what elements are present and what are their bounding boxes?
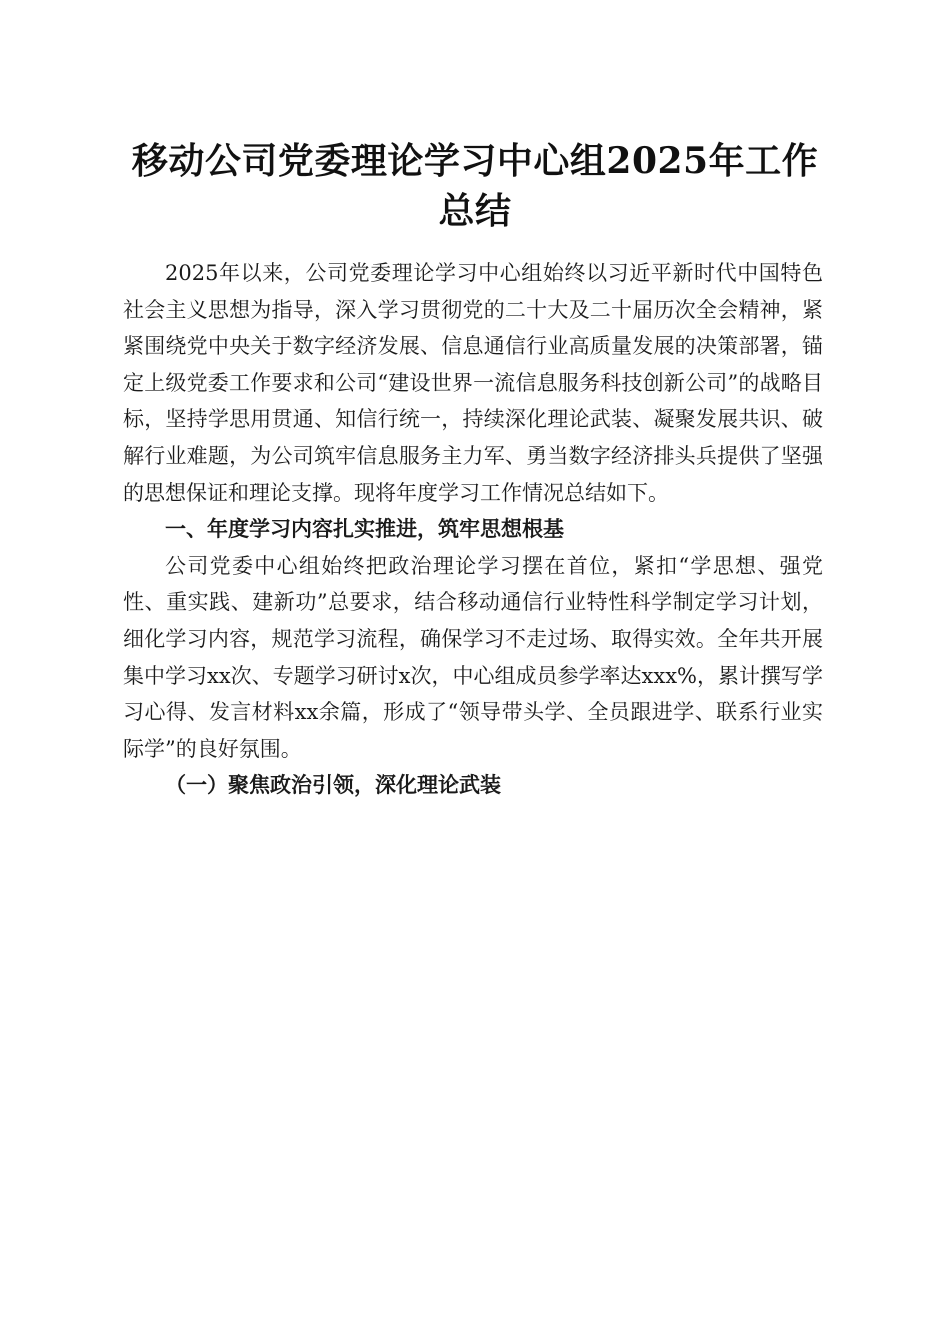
document-body — [123, 255, 823, 804]
section-1-heading: 一、年度学习内容扎实推进，筑牢思想根基 — [165, 517, 564, 542]
intro-paragraph: 2025年以来，公司党委理论学习中心组始终以习近平新时代中国特色社会主义思想为指导，深入学习贯彻党的二十大及二十届历次全会精神，紧紧围绕党中央关于数字经济发展、信息通信行业高质量发展的决策部署，锚定上级党委工作要求和公司“建设世界一流信息服务科技创新公司”的战略目标，坚持学思用贯通、知信行统一，持续深化理论武装、凝聚发展共识、破解行业难题，为公司筑牢信息服务主力军、勇当数字经济排头兵提供了坚强的思想保证和理论支撑。现将年度学习工作情况总结如下。 — [123, 261, 823, 505]
subsection-1-heading: （一）聚焦政治引领，深化理论武装 — [165, 772, 501, 798]
document-title: 移动公司党委理论学习中心组2025年工作总结 — [131, 140, 819, 232]
section-1-paragraph: 公司党委中心组始终把政治理论学习摆在首位，紧扣“学思想、强党性、重实践、建新功”总要求，结合移动通信行业特性科学制定学习计划，细化学习内容，规范学习流程，确保学习不走过场、取得实效。全年共开展集中学习xx次、专题学习研讨x次，中心组成员参学率达xxx%，累计撰写学习心得、发言材料xx余篇，形成了“领导带头学、全员跟进学、联系行业实际学”的良好氛围。 — [123, 553, 824, 761]
